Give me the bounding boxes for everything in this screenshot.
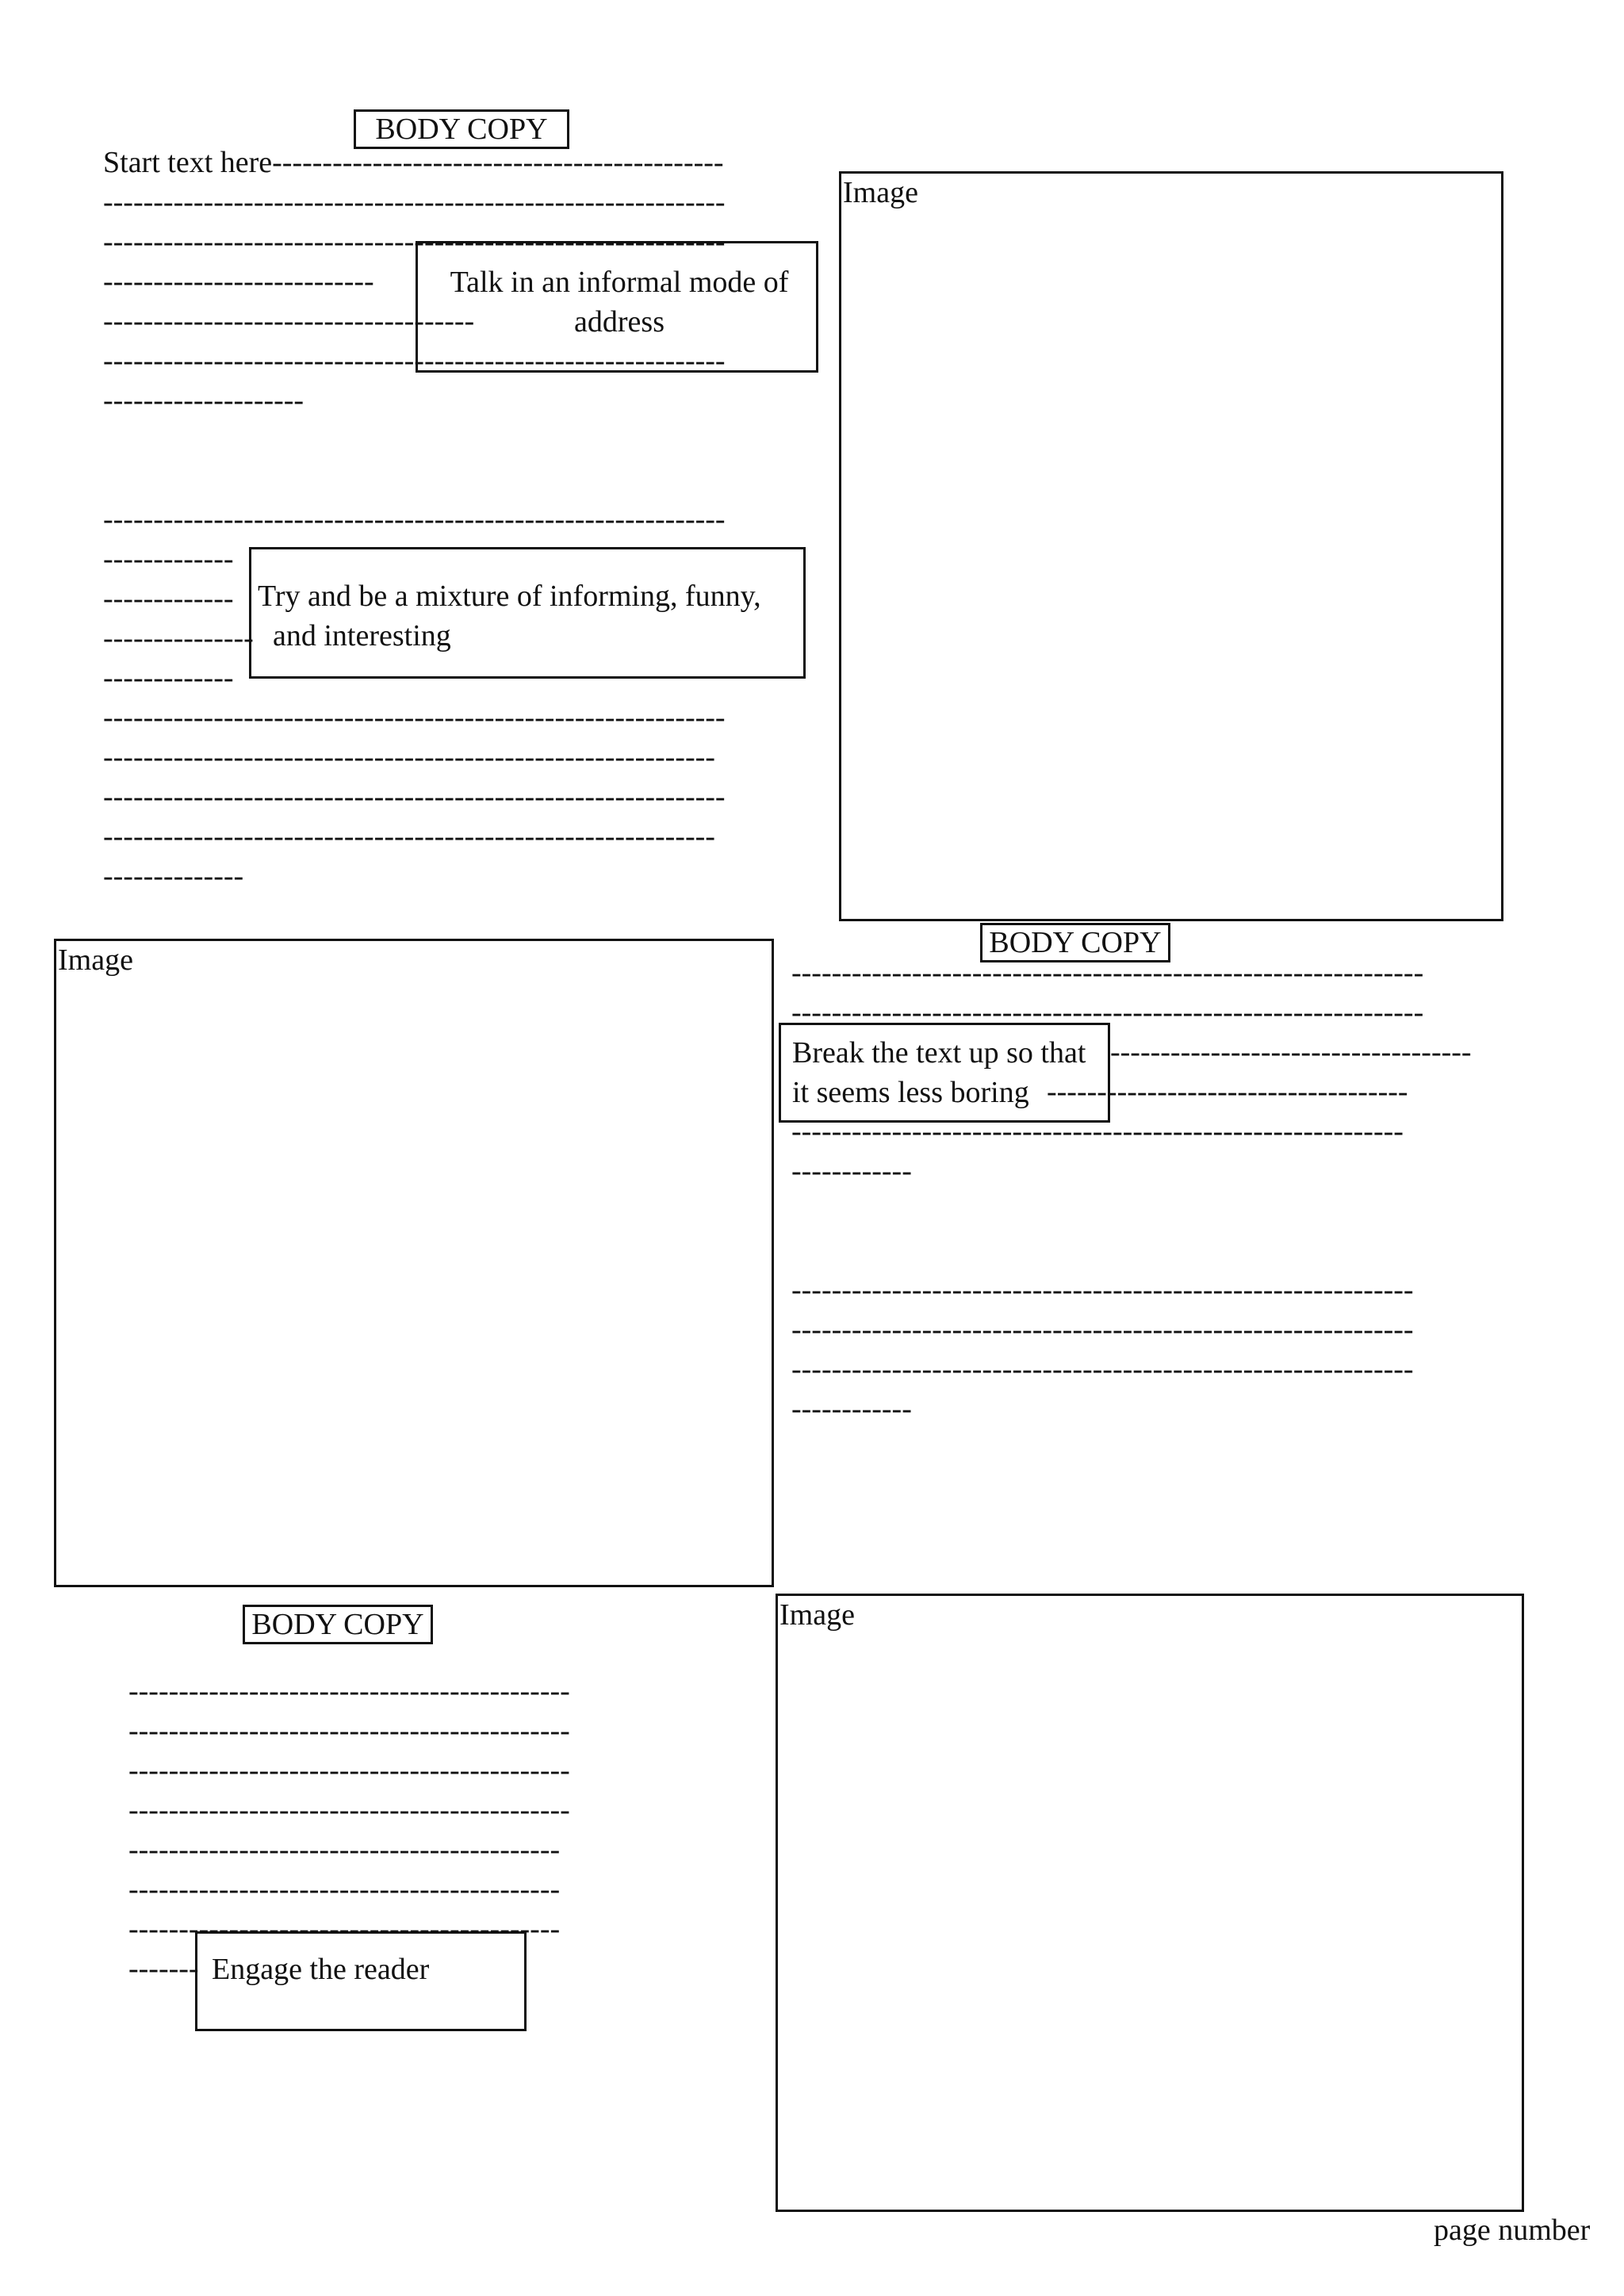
body-copy-label-1-text: BODY COPY [375,113,548,146]
page-number: page number [1434,2214,1591,2247]
text-line: -------------- [103,859,244,893]
text-line: ------------------------------------------------------------- [103,740,715,774]
text-line: -------------------------------------------------------------- [791,1353,1414,1386]
body-copy-label-3-text: BODY COPY [251,1608,424,1641]
text-line: -------------------------------------------------------------- [103,344,726,377]
body-copy-label-2-text: BODY COPY [989,926,1162,959]
text-line: -------------------------------------------------------------- [103,503,726,536]
image-placeholder-3-label: Image [779,1598,855,1632]
text-line: Start text here--------------------------------------------- [103,146,724,179]
text-line: -------------------------------------------------------------- [791,1313,1414,1346]
callout-break-text [779,1023,1110,1123]
callout-informal-tone [416,241,818,373]
text-line: ------------ [791,1392,912,1425]
callout-engage-reader [195,1931,527,2031]
image-placeholder-2-label: Image [58,943,133,977]
text-line: -------------------- [103,384,304,417]
text-line: --------------- [103,622,254,655]
image-placeholder-1-label: Image [843,176,918,209]
text-line: ------------------------------------------------------------- [103,820,715,853]
text-line: --------------------------------------------------------------- [791,996,1424,1029]
text-line: -------------------------------------------- [128,1674,570,1708]
text-line: ------------ [791,1154,912,1188]
callout-break-text-text: Break the text up so that it seems less boring [792,1036,1086,1109]
text-line: ------------------------------------ [1047,1075,1408,1108]
text-line: ------------------------------------- [103,304,475,338]
body-copy-label-3 [243,1605,433,1644]
callout-engage-reader-text: Engage the reader [212,1953,430,1986]
text-line: ------------------------------------------- [128,1833,561,1866]
text-line: ------------- [103,582,234,615]
image-placeholder-1 [839,171,1503,921]
text-line: ------- [128,1952,199,1985]
text-line: -------------------------------------------------------------- [103,701,726,734]
text-line: -------------------------------------------- [128,1714,570,1747]
text-line: -------------------------------------------- [128,1793,570,1827]
text-line: -------------------------------------------- [128,1754,570,1787]
text-line: ------------------------------------------------------------- [791,1115,1404,1148]
text-line: ------------- [103,542,234,576]
text-line: -------------------------------------------------------------- [103,225,726,258]
text-line: --------------------------------------------------------------- [791,956,1424,989]
image-placeholder-3 [776,1594,1524,2212]
text-line: ------------------------------------------- [128,1912,561,1946]
text-line: ------------------------------------ [1110,1035,1472,1069]
text-line: ------------- [103,661,234,695]
text-line: -------------------------------------------------------------- [791,1273,1414,1307]
image-placeholder-2 [54,939,774,1587]
text-line: --------------------------- [103,265,374,298]
callout-mixture [249,547,806,679]
callout-informal-tone-text: Talk in an informal mode of address [450,266,789,339]
text-line: -------------------------------------------------------------- [103,780,726,813]
text-line: -------------------------------------------------------------- [103,186,726,219]
text-line: ------------------------------------------- [128,1873,561,1906]
callout-mixture-text: Try and be a mixture of informing, funny, and interesting [258,580,761,652]
